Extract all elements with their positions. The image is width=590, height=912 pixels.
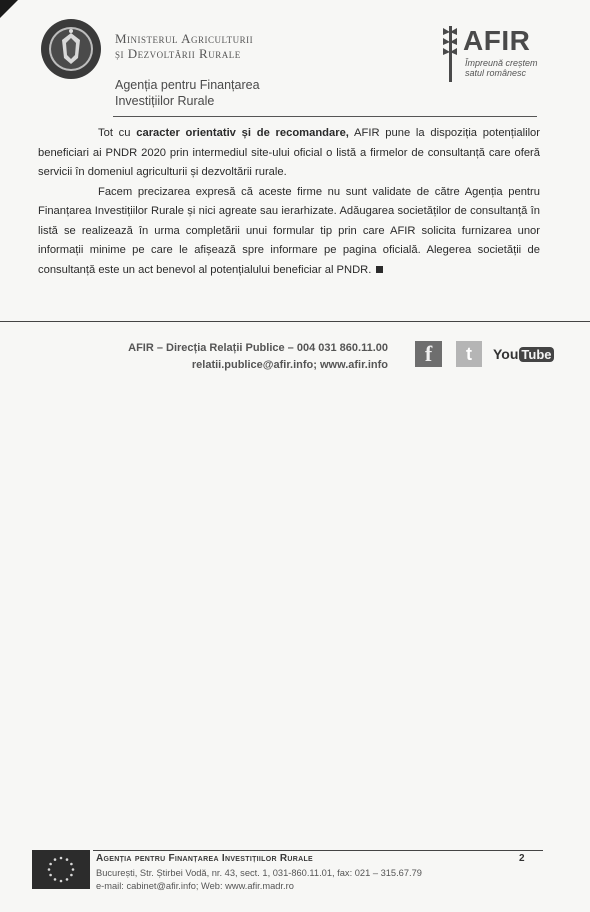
body-text: [38, 124, 540, 280]
agency-line-1: Agenția pentru Finanțarea: [115, 78, 260, 92]
afir-tagline-line-2: satul românesc: [465, 68, 527, 78]
ministry-name: [115, 31, 253, 61]
contact-block: [120, 340, 388, 374]
contact-web-line[interactable]: relatii.publice@afir.info; www.afir.info: [191, 359, 388, 371]
paragraph-1-rest: AFIR pune la dispoziția potențialilor beneficiari ai PNDR 2020 prin intermediul site-ului oficial o listă a firmelor de consultanță care oferă servicii în domeniul agriculturii și dezvoltării rurale.: [38, 127, 540, 178]
footer-address: București, Str. Știrbei Vodă, nr. 43, sect. 1, 031-860.11.01, fax: 021 – 315.67.79: [96, 868, 422, 878]
page-number: 2: [519, 853, 525, 864]
agency-line-2: Investițiilor Rurale: [115, 94, 215, 108]
paragraph-2: [38, 183, 540, 281]
youtube-tube: Tube: [521, 346, 552, 362]
afir-tagline: [465, 58, 538, 78]
youtube-icon[interactable]: [493, 341, 552, 367]
facebook-glyph: f: [424, 341, 433, 366]
twitter-icon[interactable]: [456, 341, 482, 367]
afir-logo-text: AFIR: [463, 25, 531, 56]
youtube-you: You: [493, 346, 519, 362]
afir-tagline-line-1: Împreună creștem: [465, 58, 538, 68]
agency-name: [115, 77, 260, 109]
header-divider: [113, 116, 537, 117]
ministry-line-1: Ministerul Agriculturii: [115, 31, 254, 46]
footer-divider: [93, 850, 543, 851]
footer-contact[interactable]: e-mail: cabinet@afir.info; Web: www.afir.madr.ro: [96, 881, 294, 891]
paragraph-1-bold: caracter orientativ și de recomandare,: [136, 127, 349, 139]
section-divider: [0, 321, 590, 322]
footer-agency-title: Agenția pentru Finanțarea Investițiilor Rurale: [96, 853, 314, 864]
paragraph-1-start: Tot cu: [98, 127, 137, 139]
paragraph-1: [38, 124, 540, 183]
twitter-glyph: t: [466, 343, 472, 364]
contact-phone-line: AFIR – Direcția Relații Publice – 004 031 860.11.00: [128, 342, 388, 354]
page-corner-mark: [0, 0, 18, 18]
eu-flag-icon: [32, 850, 90, 889]
government-seal-icon: [40, 18, 102, 80]
paragraph-2-text: Facem precizarea expresă că aceste firme nu sunt validate de către Agenția pentru Finanțarea Investițiilor Rurale și nici agreate sau ierarhizate. Adăugarea societăților de consultanță în listă se realizează în urma completării unui formular tip prin care AFIR solicita furnizarea unor informații minime pe care le afișează spre informare pe pagina oficială. Alegerea societății de consultanță este un act benevol al potențialului beneficiar al PNDR.: [38, 185, 540, 276]
facebook-icon[interactable]: [415, 341, 442, 367]
end-mark-icon: [376, 266, 383, 273]
ministry-line-2: și Dezvoltării Rurale: [115, 46, 241, 61]
